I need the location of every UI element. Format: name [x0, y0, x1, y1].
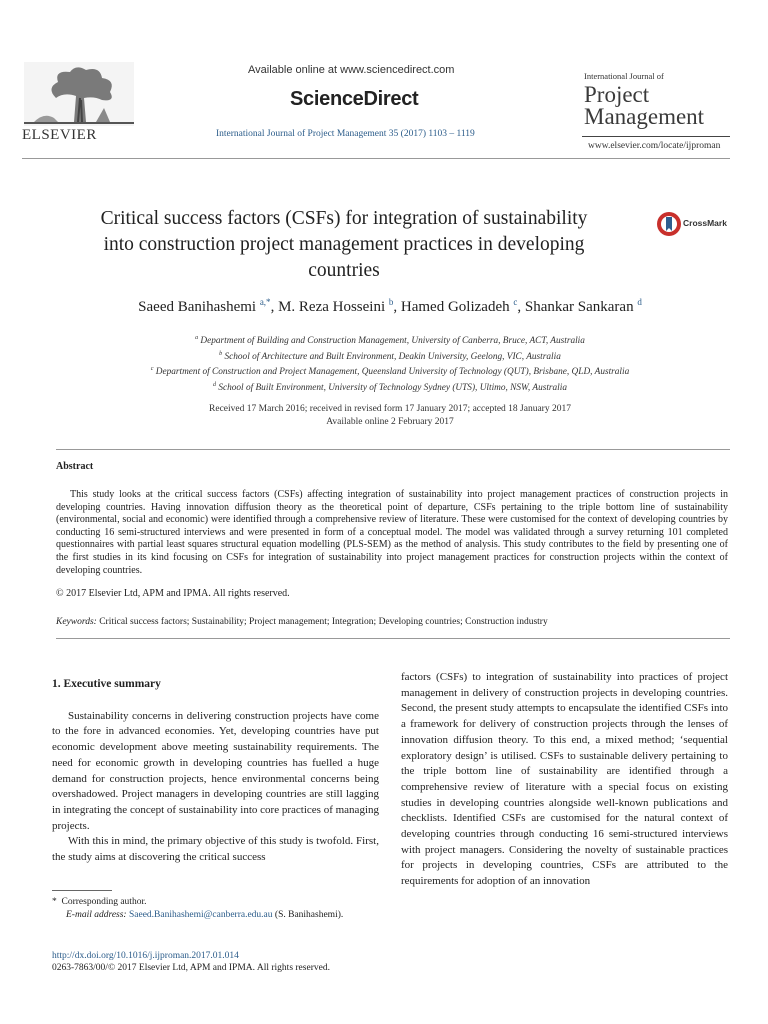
available-online-date: Available online 2 February 2017: [326, 416, 454, 427]
article-title-line3: countries: [308, 260, 380, 281]
author-list: Saeed Banihashemi $^{a,*}$, M. Reza Hosseini $^b$, Hamed Golizadeh $^c$, Shankar Sankaran $^d$: [138, 297, 642, 315]
keywords: [56, 617, 728, 627]
article-title-line2: into construction project management practices in developing: [103, 234, 585, 255]
email-label: E-mail address:: [66, 910, 127, 920]
header-divider: [22, 158, 730, 159]
journal-url-link[interactable]: www.elsevier.com/locate/ijproman: [588, 141, 721, 151]
journal-citation-link[interactable]: International Journal of Project Management 35 (2017) 1103 – 1119: [216, 129, 475, 139]
journal-box-subtitle: International Journal of: [584, 71, 664, 81]
footnote-line: [52, 896, 382, 909]
body-right-column: [401, 670, 728, 890]
journal-box-title-line1: Project: [584, 82, 650, 107]
keywords-label: Keywords:: [56, 617, 97, 627]
affiliations: [40, 332, 740, 394]
crossmark-badge[interactable]: [656, 209, 746, 241]
footnote-corresponding: Corresponding author.: [61, 897, 147, 907]
author-name[interactable]: Hamed Golizadeh: [400, 299, 510, 315]
affiliation-item: $^a$ Department of Building and Construction Management, University of Canberra, Bruce, ACT, Australia: [195, 335, 585, 346]
sciencedirect-wordmark[interactable]: ScienceDirect: [290, 88, 419, 110]
author-name[interactable]: M. Reza Hosseini: [278, 299, 386, 315]
body-left-column: [52, 677, 379, 866]
abstract-copyright: © 2017 Elsevier Ltd, APM and IPMA. All rights reserved.: [56, 588, 290, 599]
keywords-bottom-divider: [56, 638, 730, 639]
journal-box-title-line2: Management: [584, 104, 705, 129]
body-paragraph: factors (CSFs) to integration of sustainability into practices of project management in delivery of construction projects in developing countries. Second, the present study attempts to encapsulate the identified CSFs into a framework for delivery of construction projects through the lenses of innovation diffusion theory. To this end, a mixed method; ‘sequential exploratory design’ is utilised. CSFs to sustainable delivery pertaining to the triple bottom line of sustainability are identified through a comprehensive review of literature with a special focus on existing studies in developing countries alongside well-known publications and checklists. Identified CSFs are customised for the natural context of developing countries through conducting 16 semi-structured interviews with project managers. Considering the novelty of sustainable practices for projects in developing countries, CSFs are attributed to the requirements for adoption of an innovation: [401, 671, 728, 888]
author-affiliation-marker[interactable]: b: [388, 297, 394, 307]
footnote-divider: [52, 890, 112, 891]
article-dates: [40, 403, 740, 428]
journal-box-title: [584, 84, 704, 128]
article-title-line1: Critical success factors (CSFs) for integration of sustainability: [100, 208, 588, 229]
abstract-body: This study looks at the critical success factors (CSFs) affecting integration of sustainability into project management practices of construction projects in developing countries. Having innovation diffusion theory as the theoretical point of departure, CSFs pertaining to the triple bottom line of sustainability (environmental, social and economic) were identified through a comprehensive review of literature. These were customised for the context of developing countries by conducting 16 semi-structured interviews and were presented in form of a conceptual model. The model was validated through a survey returning 101 completed questionnaires with partial least squares structural equation modelling (PLS-SEM) as the method of analysis. This study contributes to the field by presenting one of the first studies in its kind focusing on CSFs for integration of sustainability into project management practices for construction projects within the context of developing countries.: [56, 489, 728, 576]
crossmark-label: CrossMark: [683, 218, 727, 228]
available-online-text: Available online at www.sciencedirect.com: [248, 64, 455, 76]
email-suffix: (S. Banihashemi).: [274, 910, 344, 920]
journal-box-divider: [582, 136, 730, 137]
doi-link[interactable]: http://dx.doi.org/10.1016/j.ijproman.2017.01.014: [52, 951, 239, 961]
received-dates: Received 17 March 2016; received in revised form 17 January 2017; accepted 18 January 2017: [209, 404, 571, 414]
corresponding-author-footnote: [52, 896, 382, 922]
elsevier-tree-logo: [24, 62, 134, 126]
body-paragraph: Sustainability concerns in delivering construction projects have come to the fore in advanced economies. Yet, developing countries have put economic development above meeting sustainability requirements. The need for economic growth in developing countries has fuelled a huge demand for construction projects, hence environmental concerns being overshadowed. Project managers in developing countries are still lagging in integrating the concept of sustainability into core practices of managing projects.: [52, 709, 379, 832]
author-name[interactable]: Shankar Sankaran: [524, 299, 634, 315]
elsevier-wordmark: ELSEVIER: [22, 127, 97, 143]
author-affiliation-marker[interactable]: a,*: [259, 297, 271, 307]
affiliation-item: $^c$ Department of Construction and Project Management, Queensland University of Technology (QUT), Brisbane, QLD, Australia: [150, 366, 630, 377]
issn-copyright: 0263-7863/00/© 2017 Elsevier Ltd, APM and IPMA. All rights reserved.: [52, 963, 330, 973]
affiliation-item: $^d$ School of Built Environment, University of Technology Sydney (UTS), Ultimo, NSW, Australia: [212, 381, 567, 393]
abstract-top-divider: [56, 449, 730, 450]
email-link[interactable]: Saeed.Banihashemi@canberra.edu.au: [128, 910, 273, 920]
section-heading: 1. Executive summary: [52, 678, 161, 690]
author-name[interactable]: Saeed Banihashemi: [138, 299, 257, 315]
footnote-marker: *: [52, 897, 57, 907]
footnote-email-line: [52, 909, 382, 922]
article-title: [46, 206, 642, 284]
crossmark-icon: [656, 209, 682, 239]
author-affiliation-marker[interactable]: d: [637, 297, 642, 307]
body-paragraph: With this in mind, the primary objective of this study is twofold. First, the study aims at discovering the critical success: [52, 835, 379, 864]
affiliation-item: $^b$ School of Architecture and Built Environment, Deakin University, Geelong, VIC, Australia: [219, 350, 561, 362]
author-affiliation-marker[interactable]: c: [513, 297, 518, 307]
abstract-heading: Abstract: [56, 461, 94, 472]
keywords-list: Critical success factors; Sustainability; Project management; Integration; Developing countries; Construction industry: [99, 617, 548, 627]
